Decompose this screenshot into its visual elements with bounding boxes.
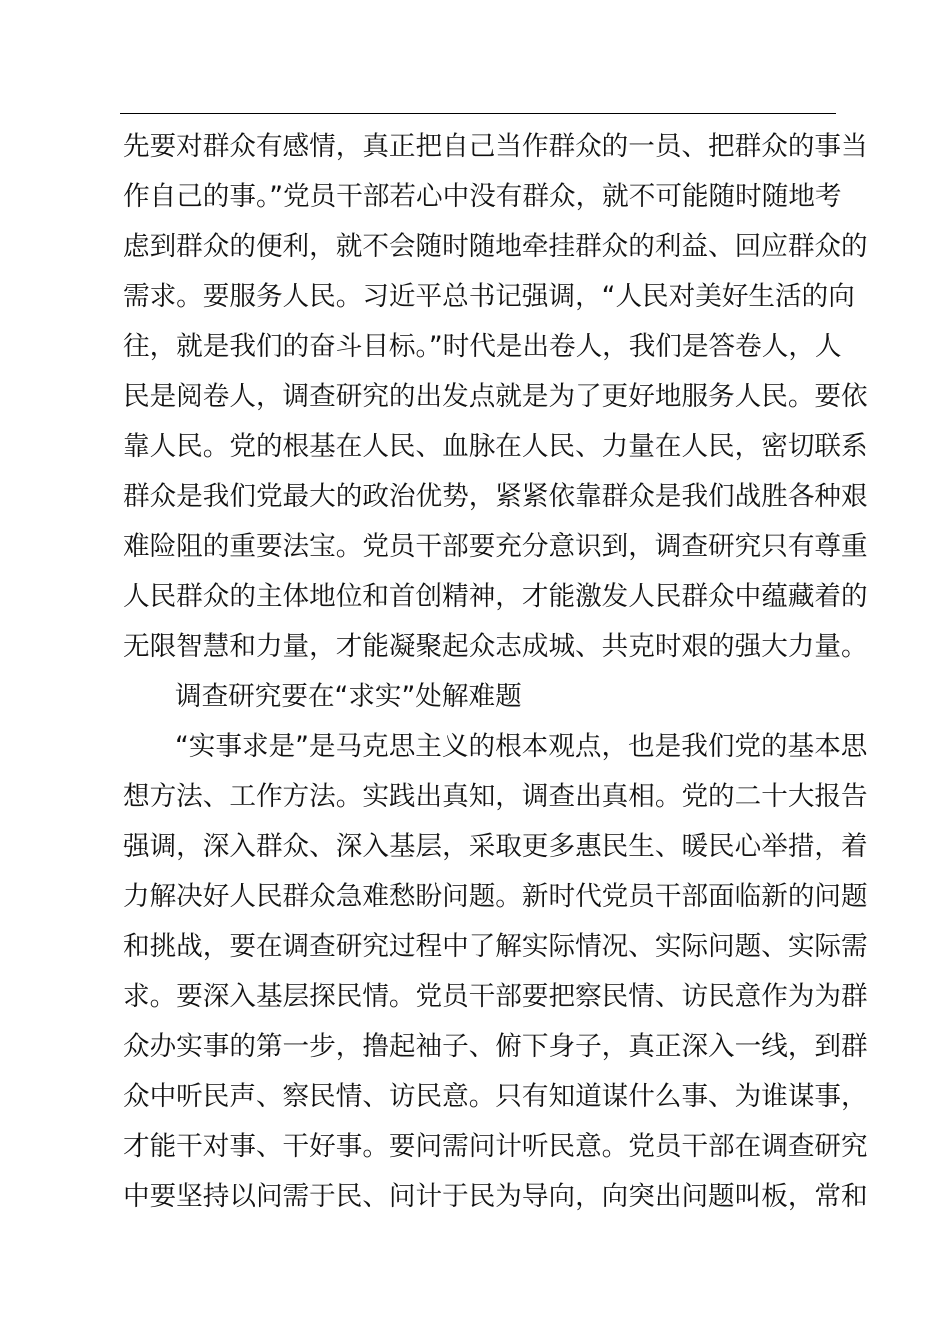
text-line: 作自己的事。”党员干部若心中没有群众，就不可能随时随地考 xyxy=(123,181,842,212)
text-line: 虑到群众的便利，就不会随时随地牵挂群众的利益、回应群众的 xyxy=(123,231,868,262)
section-text-line: 强调，深入群众、深入基层，采取更多惠民生、暖民心举措，着 xyxy=(123,831,868,862)
section-text-line: 力解决好人民群众急难愁盼问题。新时代党员干部面临新的问题 xyxy=(123,881,868,912)
section-text-line: 和挑战，要在调查研究过程中了解实际情况、实际问题、实际需 xyxy=(123,931,868,962)
section-text-line: 才能干对事、干好事。要问需问计听民意。党员干部在调查研究 xyxy=(123,1131,868,1162)
header-rule xyxy=(120,113,836,114)
section-text-line: “实事求是”是马克思主义的根本观点，也是我们党的基本思 xyxy=(175,731,868,762)
text-line: 难险阻的重要法宝。党员干部要充分意识到，调查研究只有尊重 xyxy=(123,531,868,562)
body-text xyxy=(123,122,868,1222)
text-line: 先要对群众有感情，真正把自己当作群众的一员、把群众的事当 xyxy=(123,131,868,162)
text-line: 往，就是我们的奋斗目标。”时代是出卷人，我们是答卷人，人 xyxy=(123,331,842,362)
section-text-line: 求。要深入基层探民情。党员干部要把察民情、访民意作为为群 xyxy=(123,981,868,1012)
section-text-line: 众办实事的第一步，撸起袖子、俯下身子，真正深入一线，到群 xyxy=(123,1031,868,1062)
section-text-line: 想方法、工作方法。实践出真知，调查出真相。党的二十大报告 xyxy=(123,781,868,812)
text-line: 无限智慧和力量，才能凝聚起众志成城、共克时艰的强大力量。 xyxy=(123,631,868,662)
text-line: 靠人民。党的根基在人民、血脉在人民、力量在人民，密切联系 xyxy=(123,431,868,462)
text-line: 需求。要服务人民。习近平总书记强调，“人民对美好生活的向 xyxy=(123,281,855,312)
section-heading: 调查研究要在“求实”处解难题 xyxy=(175,681,522,712)
text-line: 群众是我们党最大的政治优势，紧紧依靠群众是我们战胜各种艰 xyxy=(123,481,868,512)
section-text-line: 中要坚持以问需于民、问计于民为导向，向突出问题叫板，常和 xyxy=(123,1181,868,1212)
section-text-line: 众中听民声、察民情、访民意。只有知道谋什么事、为谁谋事， xyxy=(123,1081,868,1112)
text-line: 民是阅卷人，调查研究的出发点就是为了更好地服务人民。要依 xyxy=(123,381,868,412)
text-line: 人民群众的主体地位和首创精神，才能激发人民群众中蕴藏着的 xyxy=(123,581,868,612)
